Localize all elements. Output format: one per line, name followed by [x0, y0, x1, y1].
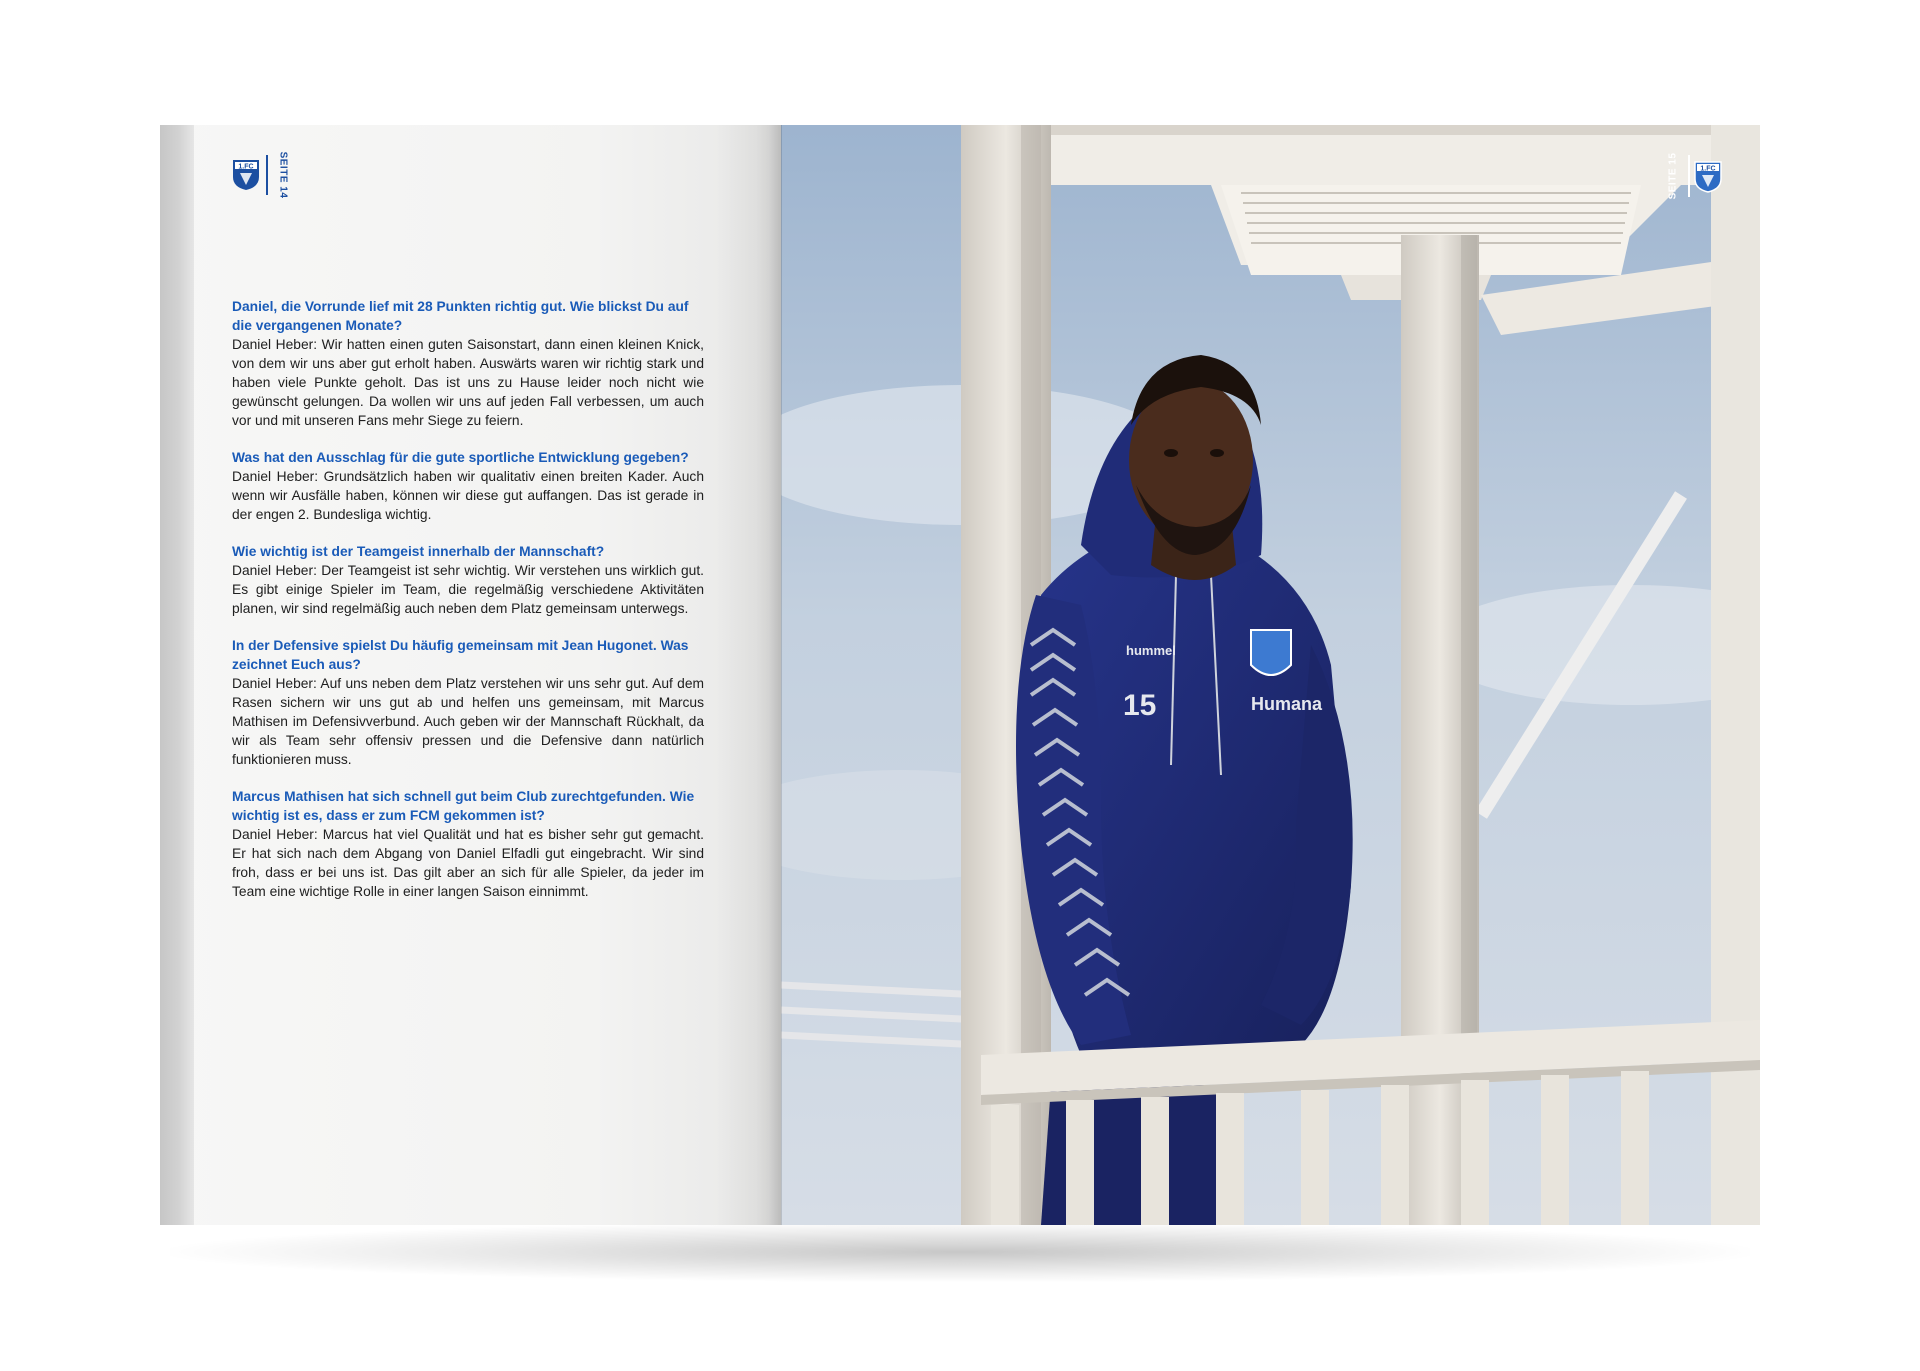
right-page: [781, 125, 1760, 1225]
jersey-brand: hummel: [1126, 643, 1176, 658]
jersey-sponsor: Humana: [1251, 694, 1323, 714]
left-edge-band: [160, 125, 194, 1225]
header-divider: [1688, 155, 1690, 197]
question: Wie wichtig ist der Teamgeist innerhalb der Mannschaft?: [232, 544, 605, 559]
svg-text:1.FC: 1.FC: [1700, 165, 1716, 173]
qa-block: [232, 636, 704, 769]
page-number: SEITE 15: [1667, 152, 1679, 200]
magazine-spread: [160, 125, 1760, 1225]
page-number: SEITE 14: [277, 151, 289, 199]
interview-text: [232, 297, 704, 919]
left-page: [160, 125, 781, 1225]
question: Marcus Mathisen hat sich schnell gut beim Club zurechtgefunden. Wie wichtig ist es, dass er zum FCM gekommen ist?: [232, 789, 695, 823]
question: Was hat den Ausschlag für die gute sportliche Entwicklung gegeben?: [232, 450, 689, 465]
qa-block: [232, 297, 704, 430]
question: Daniel, die Vorrunde lief mit 28 Punkten richtig gut. Wie blickst Du auf die vergangenen Monate?: [232, 299, 689, 333]
hoodie-badge: [1251, 630, 1291, 675]
question: In der Defensive spielst Du häufig gemeinsam mit Jean Hugonet. Was zeichnet Euch aus?: [232, 638, 689, 672]
spread-shadow: [170, 1222, 1750, 1282]
answer: Daniel Heber: Wir hatten einen guten Saisonstart, dann einen kleinen Knick, von dem wir uns aber gut erholt haben. Auswärts waren wir richtig stark und haben viele Punkte geholt. Das ist uns zu Hause leider noch nicht wie gewünscht gelungen. Da wollen wir uns auf jeden Fall verbessen, um auch vor und mit unseren Fans mehr Siege zu feiern.: [232, 337, 704, 428]
club-crest-icon: [1694, 161, 1722, 193]
answer: Daniel Heber: Marcus hat viel Qualität und hat es bisher sehr gut gemacht. Er hat sich nach dem Abgang von Daniel Elfadli gut eingebracht. Wir sind froh, dass er bei uns ist. Das gilt aber an sich für alle Spieler, da jeder im Team eine wichtige Rolle in einer langen Saison einnimmt.: [232, 827, 704, 899]
club-crest-icon: [232, 159, 260, 191]
right-page-header: [1660, 152, 1730, 200]
qa-block: [232, 542, 704, 618]
header-divider: [266, 155, 268, 195]
answer: Daniel Heber: Der Teamgeist ist sehr wichtig. Wir verstehen uns wirklich gut. Es gibt einige Spieler im Team, die regelmäßig verschiedene Aktivitäten planen, wir sind regelmäßig auch neben dem Platz gemeinsam unterwegs.: [232, 563, 704, 616]
answer: Daniel Heber: Grundsätzlich haben wir qualitativ einen breiten Kader. Auch wenn wir Ausfälle haben, können wir diese gut auffangen. Das ist gerade in der engen 2. Bundesliga wichtig.: [232, 469, 704, 522]
svg-text:1.FC: 1.FC: [238, 163, 254, 171]
answer: Daniel Heber: Auf uns neben dem Platz verstehen wir uns sehr gut. Auf dem Rasen sichern wir uns gut ab und helfen uns gemeinsam, mit Marcus Mathisen im Defensivverbund. Auch geben wir der Mannschaft Rückhalt, da wir als Team sehr offensiv pressen und die Defensive dann natürlich funktionieren muss.: [232, 676, 704, 767]
qa-block: [232, 448, 704, 524]
player-photo: [781, 125, 1760, 1225]
qa-block: [232, 787, 704, 901]
jersey-number: 15: [1123, 689, 1157, 722]
